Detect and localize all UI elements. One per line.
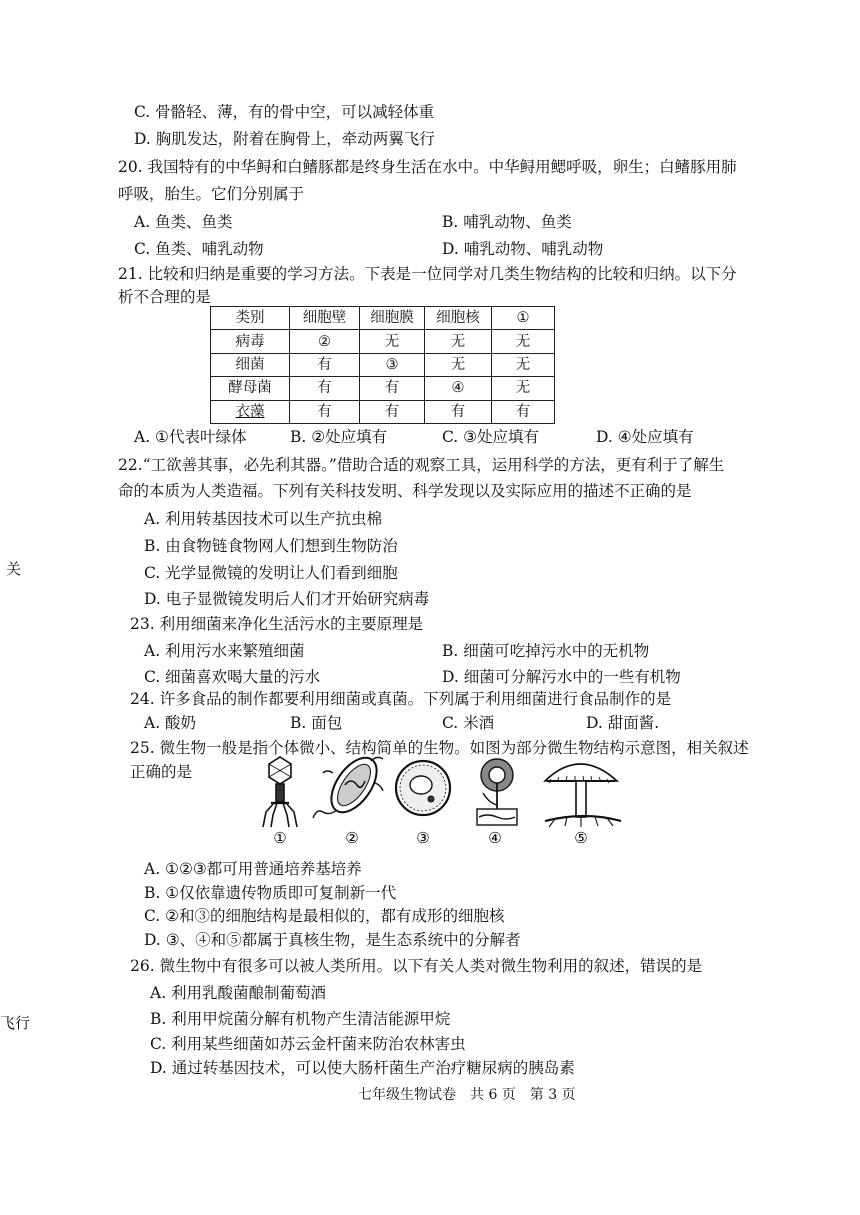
q21-option-a: A. ①代表叶绿体 xyxy=(134,428,247,446)
table-row xyxy=(211,330,555,353)
table-cell: 有 xyxy=(425,400,492,423)
table-cell: 酵母菌 xyxy=(211,377,290,400)
q21-option-c: C. ③处应填有 xyxy=(442,428,540,446)
q24-stem: 24. 许多食品的制作都要利用细菌或真菌。下列属于利用细菌进行食品制作的是 xyxy=(130,690,672,708)
bacteriophage-icon xyxy=(263,757,297,827)
q22-option-b: B. 由食物链食物网人们想到生物防治 xyxy=(144,537,398,555)
q23-option-c: C. 细菌喜欢喝大量的污水 xyxy=(144,668,321,686)
figure-label: ② xyxy=(345,829,359,847)
q26-option-c: C. 利用某些细菌如苏云金杆菌来防治农林害虫 xyxy=(150,1035,466,1053)
q19-option-d: D. 胸肌发达，附着在胸骨上，牵动两翼飞行 xyxy=(134,130,435,148)
q24-option-c: C. 米酒 xyxy=(442,714,495,732)
q21-option-b: B. ②处应填有 xyxy=(290,428,388,446)
table-cell: ④ xyxy=(425,377,492,400)
table-cell: 病毒 xyxy=(211,330,290,353)
table-header-row xyxy=(211,307,555,330)
table-cell: 无 xyxy=(360,330,425,353)
q20-stem-line2: 呼吸，胎生。它们分别属于 xyxy=(118,185,305,203)
table-cell: 无 xyxy=(425,330,492,353)
q24-option-d: D. 甜面酱. xyxy=(586,714,660,732)
q22-stem-line2: 命的本质为人类造福。下列有关科技发明、科学发现以及实际应用的描述不正确的是 xyxy=(118,482,692,500)
table-cell: 无 xyxy=(492,353,555,376)
q26-stem: 26. 微生物中有很多可以被人类所用。以下有关人类对微生物利用的叙述，错误的是 xyxy=(130,957,703,975)
q22-option-a: A. 利用转基因技术可以生产抗虫棉 xyxy=(144,510,383,528)
q21-option-d: D. ④处应填有 xyxy=(596,428,694,446)
q20-stem-line1: 20. 我国特有的中华鲟和白鳍豚都是终身生活在水中。中华鲟用鳃呼吸，卵生；白鳍豚用肺 xyxy=(118,158,737,176)
table-header-cell: 细胞核 xyxy=(425,307,492,330)
q23-option-d: D. 细菌可分解污水中的一些有机物 xyxy=(442,668,681,686)
table-header-cell: ① xyxy=(492,307,555,330)
table-cell: ③ xyxy=(360,353,425,376)
q25-stem-line2: 正确的是 xyxy=(130,763,193,781)
yeast-cell-icon xyxy=(396,761,450,815)
page-footer: 七年级生物试卷 共 6 页 第 3 页 xyxy=(358,1087,576,1103)
bacterium-icon xyxy=(313,755,386,820)
q25-stem-line1: 25. 微生物一般是指个体微小、结构简单的生物。如图为部分微生物结构示意图，相关叙述 xyxy=(130,739,749,757)
q19-option-c: C. 骨骼轻、薄，有的骨中空，可以减轻体重 xyxy=(134,103,435,121)
figure-label: ④ xyxy=(488,829,502,847)
q24-option-b: B. 面包 xyxy=(290,714,343,732)
comparison-table xyxy=(210,306,555,424)
q22-option-c: C. 光学显微镜的发明让人们看到细胞 xyxy=(144,564,398,582)
microorganism-figure xyxy=(255,755,625,850)
q20-option-c: C. 鱼类、哺乳动物 xyxy=(134,240,264,258)
q26-option-b: B. 利用甲烷菌分解有机物产生清洁能源甲烷 xyxy=(150,1010,451,1028)
mushroom-icon xyxy=(545,764,621,827)
q22-option-d: D. 电子显微镜发明后人们才开始研究病毒 xyxy=(144,590,430,608)
table-row xyxy=(211,400,555,423)
table-header-cell: 细胞壁 xyxy=(290,307,360,330)
table-cell: 有 xyxy=(492,400,555,423)
q20-option-b: B. 哺乳动物、鱼类 xyxy=(442,213,572,231)
table-header-cell: 细胞膜 xyxy=(360,307,425,330)
table-row xyxy=(211,353,555,376)
table-cell: 无 xyxy=(492,377,555,400)
q21-stem-line2: 析不合理的是 xyxy=(118,288,212,306)
q25-option-b: B. ①仅依靠遗传物质即可复制新一代 xyxy=(144,884,397,902)
table-cell: 衣藻 xyxy=(211,400,290,423)
mold-icon xyxy=(477,759,517,825)
figure-label: ③ xyxy=(416,829,430,847)
q22-stem-line1: 22.“工欲善其事，必先利其器。”借助合适的观察工具，运用科学的方法，更有利于了解生 xyxy=(118,456,725,474)
table-cell: 无 xyxy=(492,330,555,353)
table-cell: 有 xyxy=(290,353,360,376)
q23-option-b: B. 细菌可吃掉污水中的无机物 xyxy=(442,642,650,660)
margin-note: 飞行 xyxy=(0,1014,31,1032)
table-cell: 有 xyxy=(360,400,425,423)
table-row xyxy=(211,377,555,400)
table-cell: ② xyxy=(290,330,360,353)
q23-stem: 23. 利用细菌来净化生活污水的主要原理是 xyxy=(130,615,424,633)
q23-option-a: A. 利用污水来繁殖细菌 xyxy=(144,642,305,660)
figure-label: ⑤ xyxy=(574,829,588,847)
q20-option-d: D. 哺乳动物、哺乳动物 xyxy=(442,240,604,258)
table-header-cell: 类别 xyxy=(211,307,290,330)
q25-option-d: D. ③、④和⑤都属于真核生物，是生态系统中的分解者 xyxy=(144,931,521,949)
q25-option-a: A. ①②③都可用普通培养基培养 xyxy=(144,860,362,878)
margin-note: 关 xyxy=(6,560,22,578)
table-cell: 细菌 xyxy=(211,353,290,376)
q26-option-d: D. 通过转基因技术，可以使大肠杆菌生产治疗糖尿病的胰岛素 xyxy=(150,1059,575,1077)
table-cell: 无 xyxy=(425,353,492,376)
table-cell: 有 xyxy=(360,377,425,400)
q25-option-c: C. ②和③的细胞结构是最相似的，都有成形的细胞核 xyxy=(144,907,505,925)
q21-stem-line1: 21. 比较和归纳是重要的学习方法。下表是一位同学对几类生物结构的比较和归纳。以下分 xyxy=(118,265,737,283)
q24-option-a: A. 酸奶 xyxy=(144,714,197,732)
q20-option-a: A. 鱼类、鱼类 xyxy=(134,213,233,231)
q26-option-a: A. 利用乳酸菌酿制葡萄酒 xyxy=(150,984,327,1002)
figure-label: ① xyxy=(273,829,287,847)
table-cell: 有 xyxy=(290,400,360,423)
table-cell: 有 xyxy=(290,377,360,400)
